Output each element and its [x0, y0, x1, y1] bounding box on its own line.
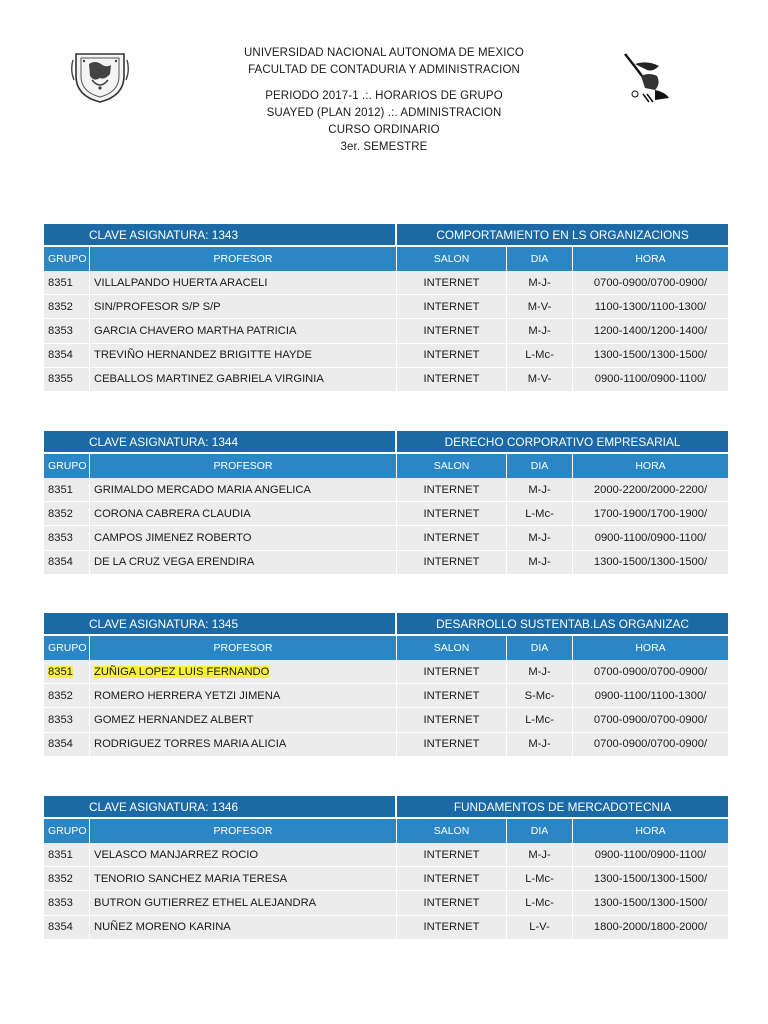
column-header-row: [44, 636, 728, 660]
cell-profesor: BUTRON GUTIERREZ ETHEL ALEJANDRA: [90, 891, 397, 915]
cell-dia: M-J-: [507, 478, 573, 502]
table-row: [44, 368, 728, 392]
cell-grupo: 8351: [44, 843, 90, 867]
column-header-profesor: PROFESOR: [90, 819, 397, 843]
cell-hora: 0900-1100/0900-1100/: [573, 526, 728, 550]
cell-profesor: SIN/PROFESOR S/P S/P: [90, 295, 397, 319]
faculty-name: FACULTAD DE CONTADURIA Y ADMINISTRACION: [248, 64, 520, 76]
cell-hora: 1100-1300/1100-1300/: [573, 295, 728, 319]
cell-profesor: [90, 660, 397, 684]
column-header-salon: SALON: [397, 819, 507, 843]
column-header-grupo: GRUPO: [44, 454, 90, 478]
subject-code: CLAVE ASIGNATURA: 1345: [44, 613, 397, 636]
column-header-dia: DIA: [507, 636, 573, 660]
column-header-salon: SALON: [397, 454, 507, 478]
cell-hora: 0900-1100/0900-1100/: [573, 368, 728, 392]
cell-salon: INTERNET: [397, 660, 507, 684]
table-row: [44, 843, 728, 867]
cell-grupo: [44, 660, 90, 684]
table-row: [44, 271, 728, 295]
table-row: [44, 708, 728, 732]
column-header-row: [44, 247, 728, 271]
cell-salon: INTERNET: [397, 684, 507, 708]
cell-grupo: 8352: [44, 295, 90, 319]
cell-profesor: ROMERO HERRERA YETZI JIMENA: [90, 684, 397, 708]
cell-profesor: DE LA CRUZ VEGA ERENDIRA: [90, 551, 397, 575]
cell-dia: M-J-: [507, 271, 573, 295]
cell-dia: L-Mc-: [507, 708, 573, 732]
cell-profesor: VELASCO MANJARREZ ROCIO: [90, 843, 397, 867]
cell-profesor: GRIMALDO MERCADO MARIA ANGELICA: [90, 478, 397, 502]
column-header-dia: DIA: [507, 454, 573, 478]
cell-dia: S-Mc-: [507, 684, 573, 708]
subject-code: CLAVE ASIGNATURA: 1346: [44, 796, 397, 819]
subject-schedule-table: [44, 431, 728, 575]
cell-salon: INTERNET: [397, 891, 507, 915]
subject-title-row: [44, 796, 728, 819]
period-line: PERIODO 2017-1 .:. HORARIOS DE GRUPO: [265, 90, 503, 102]
subject-schedule-table: [44, 796, 728, 940]
highlighted-text: ZUÑIGA LOPEZ LUIS FERNANDO: [94, 665, 270, 678]
cell-grupo: 8352: [44, 502, 90, 526]
cell-profesor: RODRIGUEZ TORRES MARIA ALICIA: [90, 733, 397, 757]
column-header-hora: HORA: [573, 636, 728, 660]
cell-grupo: 8354: [44, 344, 90, 368]
cell-grupo: 8354: [44, 551, 90, 575]
course-type-line: CURSO ORDINARIO: [328, 124, 440, 136]
table-row: [44, 916, 728, 940]
table-row: [44, 344, 728, 368]
column-header-profesor: PROFESOR: [90, 454, 397, 478]
cell-hora: 1300-1500/1300-1500/: [573, 867, 728, 891]
cell-salon: INTERNET: [397, 867, 507, 891]
cell-hora: 1700-1900/1700-1900/: [573, 502, 728, 526]
cell-salon: INTERNET: [397, 344, 507, 368]
table-row: [44, 526, 728, 550]
cell-profesor: CAMPOS JIMENEZ ROBERTO: [90, 526, 397, 550]
column-header-profesor: PROFESOR: [90, 636, 397, 660]
column-header-row: [44, 819, 728, 843]
cell-hora: 1300-1500/1300-1500/: [573, 551, 728, 575]
cell-dia: L-Mc-: [507, 344, 573, 368]
cell-salon: INTERNET: [397, 478, 507, 502]
subject-name: FUNDAMENTOS DE MERCADOTECNIA: [397, 796, 728, 819]
cell-hora: 1800-2000/1800-2000/: [573, 916, 728, 940]
subject-name: COMPORTAMIENTO EN LS ORGANIZACIONS: [397, 224, 728, 247]
table-row: [44, 478, 728, 502]
cell-salon: INTERNET: [397, 843, 507, 867]
cell-dia: M-J-: [507, 551, 573, 575]
university-name: UNIVERSIDAD NACIONAL AUTONOMA DE MEXICO: [244, 47, 524, 59]
column-header-hora: HORA: [573, 819, 728, 843]
cell-profesor: VILLALPANDO HUERTA ARACELI: [90, 271, 397, 295]
subject-code: CLAVE ASIGNATURA: 1344: [44, 431, 397, 454]
cell-grupo: 8353: [44, 708, 90, 732]
cell-hora: 0700-0900/0700-0900/: [573, 733, 728, 757]
cell-hora: 0900-1100/0900-1100/: [573, 843, 728, 867]
cell-dia: M-J-: [507, 319, 573, 343]
cell-grupo: 8354: [44, 916, 90, 940]
cell-profesor: CEBALLOS MARTINEZ GABRIELA VIRGINIA: [90, 368, 397, 392]
column-header-hora: HORA: [573, 454, 728, 478]
cell-hora: 1300-1500/1300-1500/: [573, 344, 728, 368]
column-header-profesor: PROFESOR: [90, 247, 397, 271]
cell-grupo: 8352: [44, 684, 90, 708]
column-header-salon: SALON: [397, 636, 507, 660]
cell-dia: L-Mc-: [507, 867, 573, 891]
table-row: [44, 502, 728, 526]
column-header-grupo: GRUPO: [44, 819, 90, 843]
column-header-dia: DIA: [507, 819, 573, 843]
cell-profesor: GARCIA CHAVERO MARTHA PATRICIA: [90, 319, 397, 343]
table-row: [44, 295, 728, 319]
column-header-hora: HORA: [573, 247, 728, 271]
cell-hora: 1300-1500/1300-1500/: [573, 891, 728, 915]
cell-profesor: TREVIÑO HERNANDEZ BRIGITTE HAYDE: [90, 344, 397, 368]
subject-code: CLAVE ASIGNATURA: 1343: [44, 224, 397, 247]
table-row: [44, 891, 728, 915]
table-row: [44, 684, 728, 708]
cell-salon: INTERNET: [397, 526, 507, 550]
cell-dia: M-J-: [507, 843, 573, 867]
cell-salon: INTERNET: [397, 916, 507, 940]
cell-salon: INTERNET: [397, 319, 507, 343]
cell-salon: INTERNET: [397, 708, 507, 732]
subject-schedule-table: [44, 613, 728, 757]
cell-grupo: 8353: [44, 526, 90, 550]
cell-grupo: 8353: [44, 319, 90, 343]
cell-grupo: 8354: [44, 733, 90, 757]
highlighted-text: 8351: [48, 665, 73, 678]
cell-profesor: CORONA CABRERA CLAUDIA: [90, 502, 397, 526]
cell-grupo: 8355: [44, 368, 90, 392]
cell-salon: INTERNET: [397, 733, 507, 757]
cell-dia: L-V-: [507, 916, 573, 940]
cell-hora: 2000-2200/2000-2200/: [573, 478, 728, 502]
cell-dia: M-V-: [507, 368, 573, 392]
cell-profesor: NUÑEZ MORENO KARINA: [90, 916, 397, 940]
subject-title-row: [44, 613, 728, 636]
subject-title-row: [44, 431, 728, 454]
column-header-row: [44, 454, 728, 478]
column-header-grupo: GRUPO: [44, 636, 90, 660]
cell-dia: L-Mc-: [507, 502, 573, 526]
subject-schedule-table: [44, 224, 728, 392]
cell-profesor: TENORIO SANCHEZ MARIA TERESA: [90, 867, 397, 891]
subject-name: DESARROLLO SUSTENTAB.LAS ORGANIZAC: [397, 613, 728, 636]
cell-dia: M-V-: [507, 295, 573, 319]
subject-name: DERECHO CORPORATIVO EMPRESARIAL: [397, 431, 728, 454]
table-row: [44, 867, 728, 891]
cell-salon: INTERNET: [397, 295, 507, 319]
semester-line: 3er. SEMESTRE: [340, 141, 428, 153]
cell-hora: 0700-0900/0700-0900/: [573, 660, 728, 684]
cell-salon: INTERNET: [397, 502, 507, 526]
cell-salon: INTERNET: [397, 551, 507, 575]
cell-dia: L-Mc-: [507, 891, 573, 915]
cell-dia: M-J-: [507, 733, 573, 757]
cell-grupo: 8351: [44, 478, 90, 502]
subject-title-row: [44, 224, 728, 247]
cell-hora: 0700-0900/0700-0900/: [573, 271, 728, 295]
column-header-dia: DIA: [507, 247, 573, 271]
cell-profesor: GOMEZ HERNANDEZ ALBERT: [90, 708, 397, 732]
cell-grupo: 8351: [44, 271, 90, 295]
column-header-grupo: GRUPO: [44, 247, 90, 271]
column-header-salon: SALON: [397, 247, 507, 271]
cell-grupo: 8352: [44, 867, 90, 891]
table-row: [44, 551, 728, 575]
table-row: [44, 319, 728, 343]
cell-dia: M-J-: [507, 660, 573, 684]
document-header: [0, 45, 768, 156]
cell-salon: INTERNET: [397, 368, 507, 392]
table-row: [44, 733, 728, 757]
cell-hora: 0700-0900/0700-0900/: [573, 708, 728, 732]
program-line: SUAYED (PLAN 2012) .:. ADMINISTRACION: [266, 107, 502, 119]
cell-hora: 1200-1400/1200-1400/: [573, 319, 728, 343]
table-row: [44, 660, 728, 684]
cell-grupo: 8353: [44, 891, 90, 915]
cell-hora: 0900-1100/1100-1300/: [573, 684, 728, 708]
cell-dia: M-J-: [507, 526, 573, 550]
cell-salon: INTERNET: [397, 271, 507, 295]
